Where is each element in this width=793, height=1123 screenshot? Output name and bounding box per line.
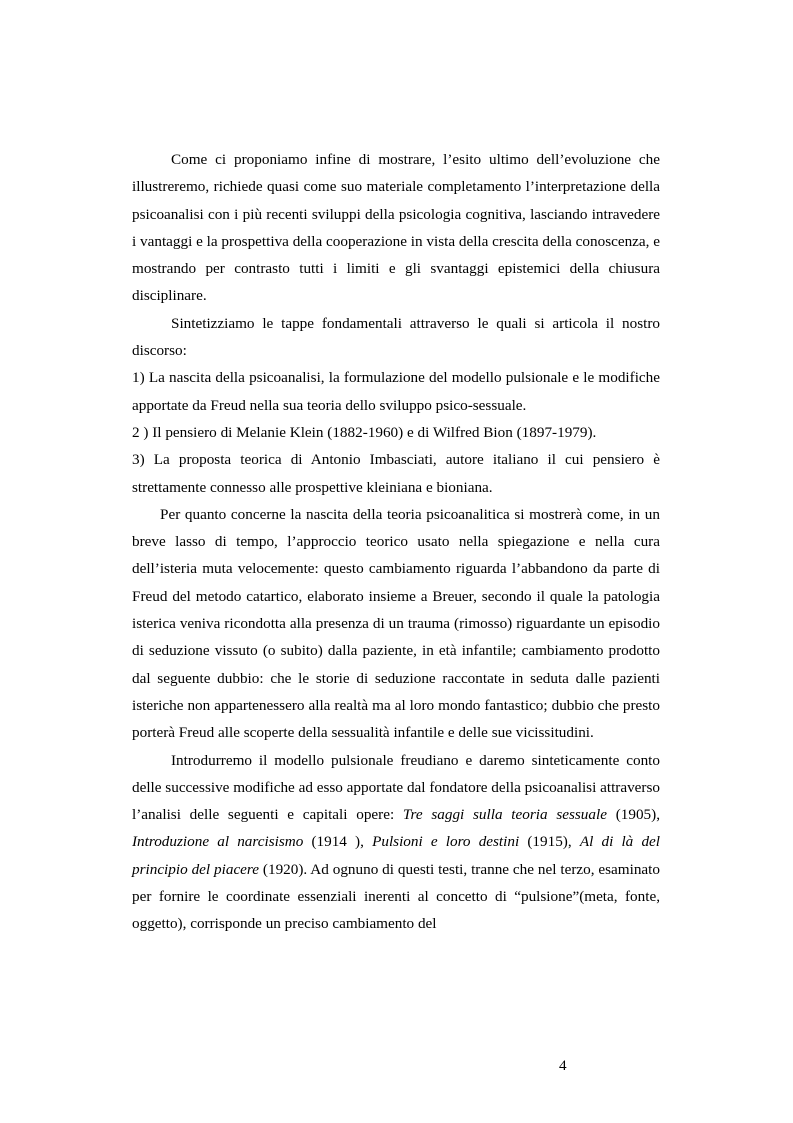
work-title-tre-saggi: Tre saggi sulla teoria sessuale (402, 806, 607, 824)
work-year-1905: (1905), (606, 806, 660, 824)
work-year-1920: (1920). (259, 860, 308, 878)
drive-model-rest: Ad ognuno di questi testi, tranne che nel terzo, esaminato per fornire le coordinate essenziali inerenti al concetto di “pulsione”(meta, fonte, oggetto), corrisponde un preciso cambiamento del (132, 860, 660, 933)
paragraph-intro: Come ci proponiamo infine di mostrare, l’esito ultimo dell’evoluzione che illustreremo, richiede quasi come suo materiale completamento l’interpretazione della psicoanalisi con i più recenti sviluppi della psicologia cognitiva, lasciando intravedere i vantaggi e la prospettiva della cooperazione in vista della crescita della conoscenza, e mostrando per contrasto tutti i limiti e gli svantaggi epistemici della chiusura disciplinare. (132, 151, 660, 305)
work-title-al-di-la: Al di là del principio del piacere (132, 833, 660, 878)
page-number: 4 (559, 1057, 567, 1074)
paragraph-drive-model (132, 747, 660, 938)
paragraph-birth-of-psychoanalysis: Per quanto concerne la nascita della teoria psicoanalitica si mostrerà come, in un breve lasso di tempo, l’approccio teorico usato nella spiegazione e nella cura dell’isteria muta velocemente: questo cambiamento riguarda l’abbandono da parte di Freud del metodo catartico, elaborato insieme a Breuer, secondo il quale la patologia isterica veniva ricondotta alla presenza di un trauma (rimosso) riguardante un episodio di seduzione vissuto (o subito) dalla paziente, in età infantile; cambiamento prodotto dal seguente dubbio: che le storie di seduzione raccontate in seduta dalle pazienti isteriche non appartenessero alla realtà ma al loro mondo fantastico; dubbio che presto porterà Freud alle scoperte della sessualità infantile e delle sue vicissitudini. (132, 505, 660, 742)
list-item-1: 1) La nascita della psicoanalisi, la formulazione del modello pulsionale e le modifiche apportate da Freud nella sua teoria dello sviluppo psico-sessuale. (132, 369, 660, 414)
body-text (132, 146, 660, 938)
work-year-1914: (1914 ), (303, 833, 373, 851)
list-item-2: 2 ) Il pensiero di Melanie Klein (1882-1960) e di Wilfred Bion (1897-1979). (132, 423, 597, 441)
list-item-3: 3) La proposta teorica di Antonio Imbasciati, autore italiano il cui pensiero è strettamente connesso alle prospettive kleiniana e bioniana. (132, 451, 660, 496)
drive-model-intro: Introdurremo il modello pulsionale freudiano e daremo sinteticamente conto delle successive modifiche ad esso apportate dal fondatore della psicoanalisi attraverso l’analisi delle seguenti e capitali opere: (132, 751, 660, 824)
work-title-pulsioni: Pulsioni e loro destini (372, 833, 520, 851)
paragraph-summary-lead: Sintetizziamo le tappe fondamentali attraverso le quali si articola il nostro discorso: (132, 314, 660, 360)
work-title-narcisismo: Introduzione al narcisismo (132, 833, 304, 851)
work-year-1915: (1915), (519, 833, 580, 851)
